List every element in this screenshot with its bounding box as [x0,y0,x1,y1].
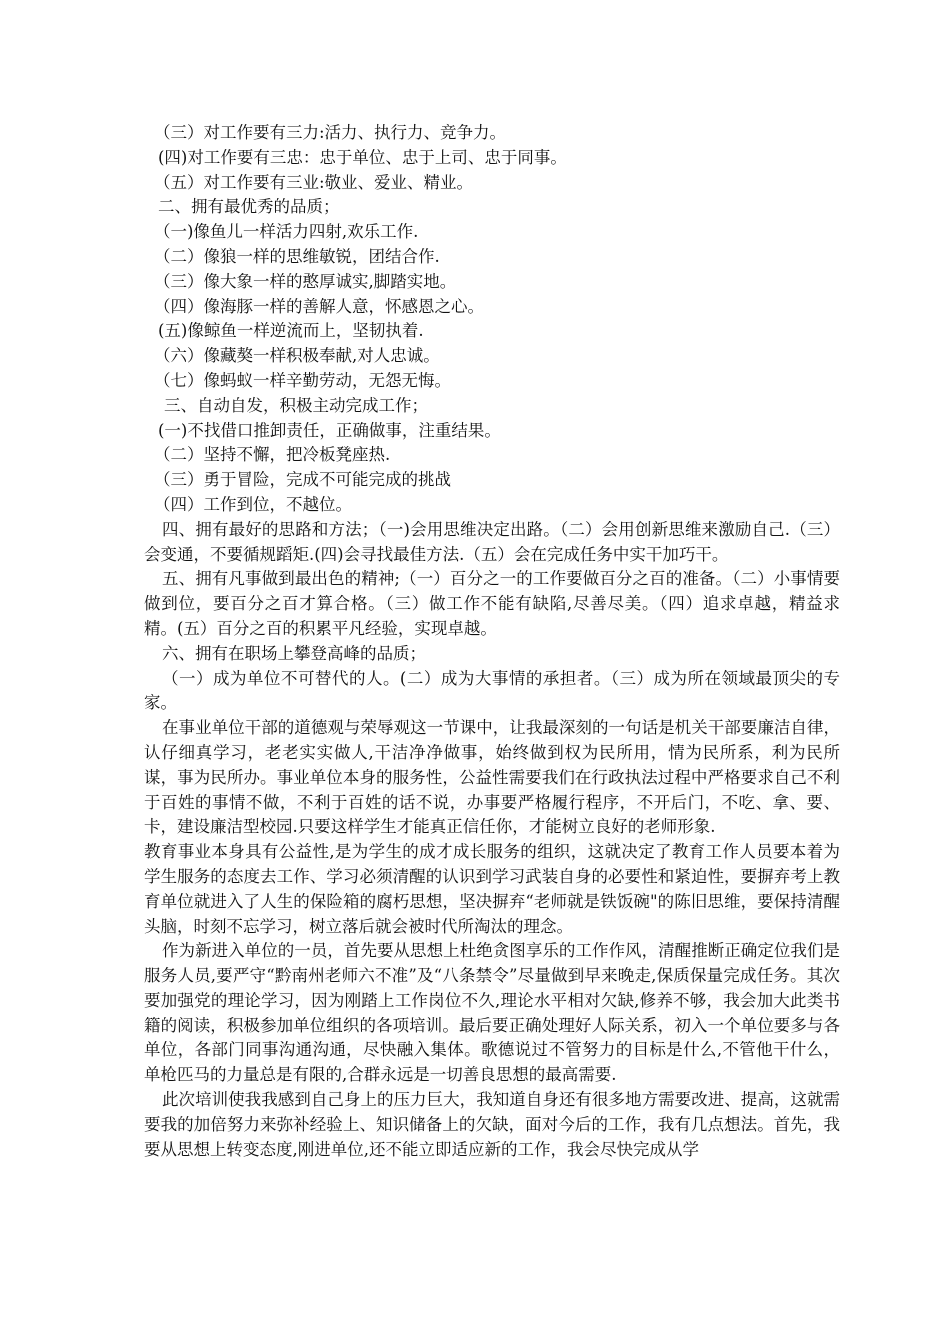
paragraph: （一）成为单位不可替代的人。(二）成为大事情的承担者。（三）成为所在领域最顶尖的专家。 [144,668,840,713]
text-line: （三）像大象一样的憨厚诚实,脚踏实地。 [154,271,457,291]
text-line: （四）工作到位，不越位。 [154,494,352,514]
text-line: （六）像藏獒一样积极奉献,对人忠诚。 [154,346,440,366]
text-line: （三）勇于冒险，完成不可能完成的挑战 [154,470,451,490]
section-heading: 二、拥有最优秀的品质； [158,197,340,217]
text-line: （七）像蚂蚁一样辛勤劳动，无怨无悔。 [154,370,451,390]
paragraph: 五、拥有凡事做到最出色的精神;（一）百分之一的工作要做百分之百的准备。（二）小事情要做到位，要百分之百才算合格。（三）做工作不能有缺陷,尽善尽美。（四）追求卓越，精益求精。(五）百分之百的积累平凡经验，实现卓越。 [144,569,840,638]
text-line: (一)不找借口推卸责任，正确做事，注重结果。 [158,420,501,440]
text-line: （三）对工作要有三力:活力、执行力、竞争力。 [154,123,507,142]
paragraph: 作为新进入单位的一员，首先要从思想上杜绝贪图享乐的工作作风，清醒推断正确定位我们是服务人员,要严守“黔南州老师六不准”及“八条禁令”尽量做到早来晚走,保质保量完成任务。其次要加强党的理论学习，因为刚踏上工作岗位不久,理论水平相对欠缺,修养不够，我会加大此类书籍的阅读，积极参加单位组织的各项培训。最后要正确处理好人际关系，初入一个单位要多与各单位，各部门同事沟通沟通，尽快融入集体。歌德说过不管努力的目标是什么,不管他干什么，单枪匹马的力量总是有限的,合群永远是一切善良思想的最高需要. [144,941,840,1085]
section-heading: 三、自动自发，积极主动完成工作； [164,395,428,415]
text-line: （一)像鱼儿一样活力四射,欢乐工作. [154,222,419,242]
text-line: (五)像鲸鱼一样逆流而上，坚韧执着. [158,321,424,341]
paragraph: 在事业单位干部的道德观与荣辱观这一节课中，让我最深刻的一句话是机关干部要廉洁自律，认仔细真学习，老老实实做人,干洁净净做事，始终做到权为民所用，情为民所系，利为民所谋，事为民所办。事业单位本身的服务性，公益性需要我们在行政执法过程中严格要求自己不利于百姓的事情不做，不利于百姓的话不说，办事要严格履行程序，不开后门，不吃、拿、要、卡，建设廉洁型校园.只要这样学生才能真正信任你，才能树立良好的老师形象. [144,718,840,837]
text-line: （二）坚持不懈，把冷板凳座热. [154,445,391,465]
text-line: (四)对工作要有三忠：忠于单位、忠于上司、忠于同事。 [158,147,567,167]
paragraph: 此次培训使我我感到自己身上的压力巨大，我知道自身还有很多地方需要改进、提高，这就需要我的加倍努力来弥补经验上、知识储备上的欠缺，面对今后的工作，我有几点想法。首先，我要从思想上转变态度,刚进单位,还不能立即适应新的工作，我会尽快完成从学 [144,1090,840,1159]
paragraph: 四、拥有最好的思路和方法；（一)会用思维决定出路。（二）会用创新思维来激励自己.（三）会变通，不要循规蹈矩.(四)会寻找最佳方法.（五）会在完成任务中实干加巧干。 [144,519,840,564]
text-line: （二）像狼一样的思维敏锐，团结合作. [154,246,440,266]
section-heading: 六、拥有在职场上攀登高峰的品质； [162,643,426,663]
text-line: （四）像海豚一样的善解人意，怀感恩之心。 [154,296,484,316]
text-line: （五）对工作要有三业:敬业、爱业、精业。 [154,172,474,192]
paragraph: 教育事业本身具有公益性,是为学生的成才成长服务的组织，这就决定了教育工作人员要本着为学生服务的态度去工作、学习必须清醒的认识到学习武装自身的必要性和紧迫性，要摒弃考上教育单位就进入了人生的保险箱的腐朽思想，坚决摒弃“老师就是铁饭碗"的陈旧思维，要保持清醒头脑，时刻不忘学习，树立落后就会被时代所淘汰的理念。 [144,842,840,936]
